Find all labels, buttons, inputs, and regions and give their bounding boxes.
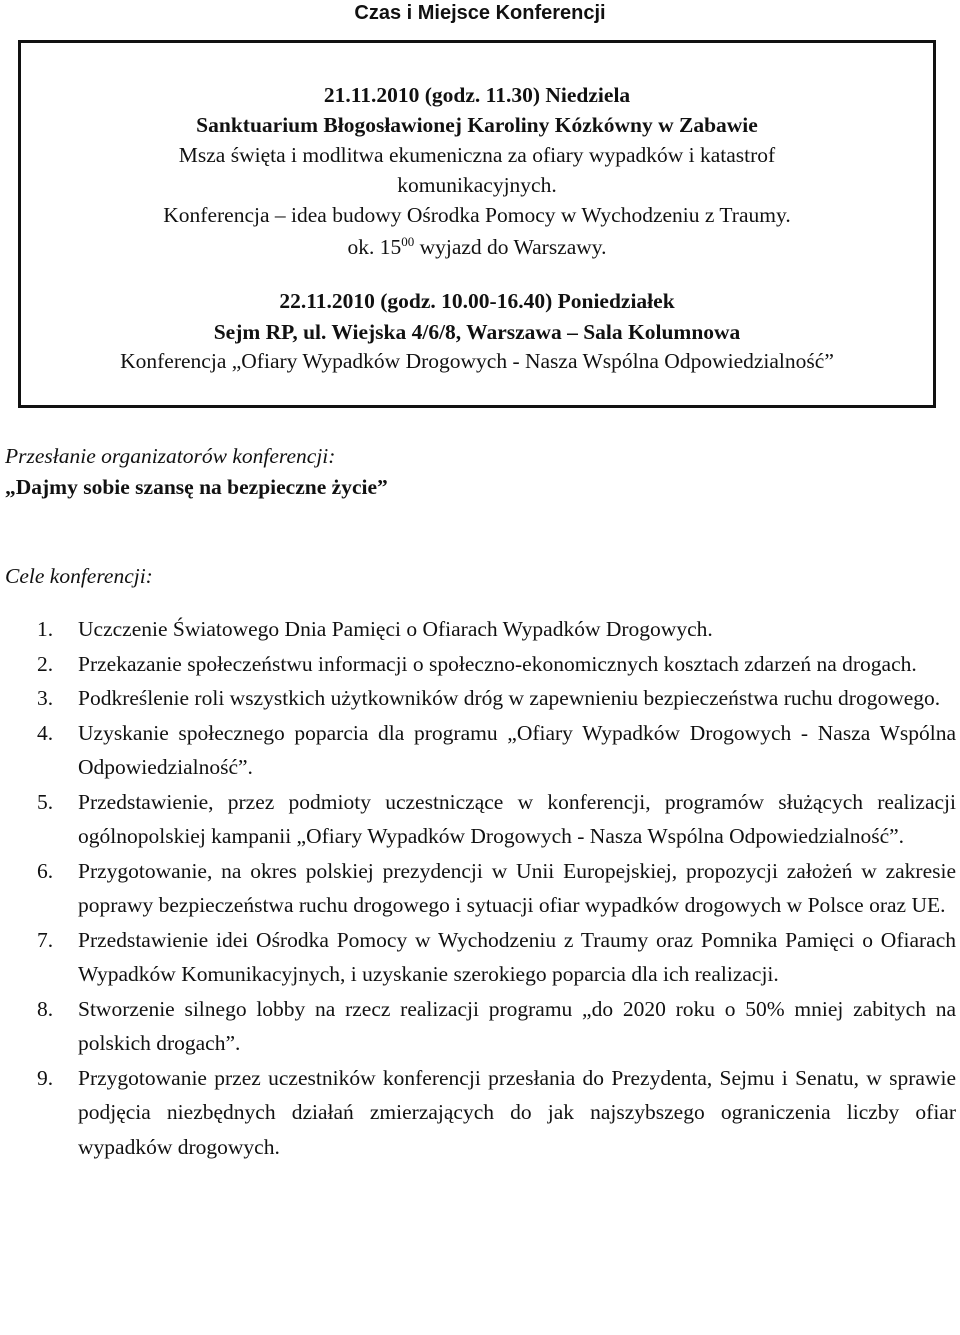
goal-item (0, 647, 956, 682)
day2-heading: 22.11.2010 (godz. 10.00-16.40) Poniedziałek (279, 289, 675, 313)
goal-text: Uczczenie Światowego Dnia Pamięci o Ofiarach Wypadków Drogowych. (78, 617, 713, 641)
goal-item (0, 1061, 956, 1165)
goal-number: 4. (37, 720, 54, 745)
goal-number: 8. (37, 996, 54, 1021)
goal-item (0, 681, 956, 716)
goals-heading: Cele konferencji: (5, 564, 153, 588)
day2-place: Sejm RP, ul. Wiejska 4/6/8, Warszawa – Sala Kolumnowa (213, 320, 741, 344)
page-title: Czas i Miejsce Konferencji (354, 2, 606, 24)
goal-item (0, 854, 956, 923)
departure-suffix: wyjazd do Warszawy. (414, 235, 607, 260)
day1-place: Sanktuarium Błogosławionej Karoliny Kózkówny w Zabawie (196, 113, 758, 137)
day1-mass-line2: komunikacyjnych. (397, 173, 557, 197)
goals-list (0, 612, 956, 1164)
day1-mass-line1: Msza święta i modlitwa ekumeniczna za ofiary wypadków i katastrof (178, 143, 776, 167)
message-label: Przesłanie organizatorów konferencji: (5, 444, 336, 468)
day1-departure (21, 234, 933, 260)
schedule-box (18, 40, 936, 408)
goal-text: Uzyskanie społecznego poparcia dla programu „Ofiary Wypadków Drogowych - Nasza Wspólna Odpowiedzialność”. (78, 720, 956, 779)
goal-item (0, 785, 956, 854)
day2-conference: Konferencja „Ofiary Wypadków Drogowych - Nasza Wspólna Odpowiedzialność” (120, 349, 834, 373)
goal-text: Przedstawienie idei Ośrodka Pomocy w Wychodzeniu z Traumy oraz Pomnika Pamięci o Ofiarach Wypadków Komunikacyjnych, i uzyskanie szerokiego poparcia dla ich realizacji. (78, 927, 956, 986)
goal-number: 9. (37, 1065, 54, 1090)
goal-text: Przygotowanie przez uczestników konferencji przesłania do Prezydenta, Sejmu i Senatu, w sprawie podjęcia niezbędnych działań zmierzających do jak najszybszego ograniczenia liczby ofiar wypadków drogowych. (78, 1065, 956, 1159)
goal-text: Przedstawienie, przez podmioty uczestniczące w konferencji, programów służących realizacji ogólnopolskiej kampanii „Ofiary Wypadków Drogowych - Nasza Wspólna Odpowiedzialność”. (78, 789, 956, 848)
goal-number: 6. (37, 858, 54, 883)
goal-item (0, 923, 956, 992)
day1-heading: 21.11.2010 (godz. 11.30) Niedziela (323, 83, 631, 107)
goal-item (0, 612, 956, 647)
goal-text: Stworzenie silnego lobby na rzecz realizacji programu „do 2020 roku o 50% mniej zabitych na polskich drogach”. (78, 996, 956, 1055)
goal-text: Przekazanie społeczeństwu informacji o społeczno-ekonomicznych kosztach zdarzeń na drogach. (78, 651, 917, 676)
goal-number: 1. (37, 617, 54, 641)
goal-text: Podkreślenie roli wszystkich użytkowników dróg w zapewnieniu bezpieczeństwa ruchu drogowego. (78, 686, 941, 710)
departure-prefix: ok. 15 (347, 235, 402, 260)
day1-conference: Konferencja – idea budowy Ośrodka Pomocy w Wychodzeniu z Traumy. (163, 203, 791, 227)
goal-number: 3. (37, 686, 54, 710)
goal-number: 5. (37, 789, 54, 814)
goal-text: Przygotowanie, na okres polskiej prezydencji w Unii Europejskiej, propozycji założeń w zakresie poprawy bezpieczeństwa ruchu drogowego i sytuacji ofiar wypadków drogowych w Polsce oraz UE. (78, 858, 956, 917)
departure-sup: 00 (401, 234, 415, 249)
goal-number: 2. (37, 651, 54, 676)
goal-item (0, 716, 956, 785)
goal-number: 7. (37, 927, 54, 952)
message-text: „Dajmy sobie szansę na bezpieczne życie” (5, 475, 388, 499)
goal-item (0, 992, 956, 1061)
